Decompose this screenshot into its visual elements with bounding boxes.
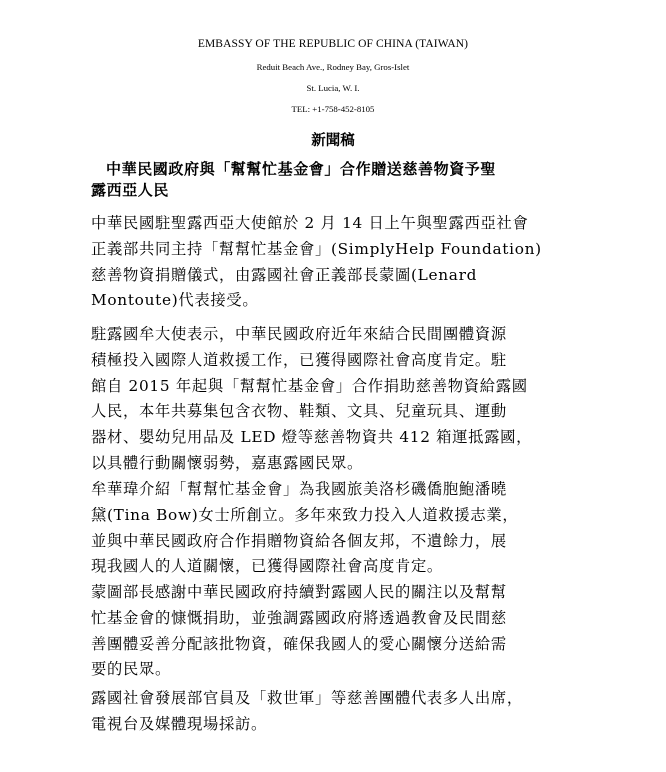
paragraph-line: 牟華瑋介紹「幫幫忙基金會」為我國旅美洛杉磯僑胞鮑潘曉 — [91, 480, 507, 498]
embassy-telephone: TEL: +1-758-452-8105 — [291, 104, 375, 114]
paragraph-line: 忙基金會的慷慨捐助，並強調露國政府將透過教會及民間慈 — [91, 608, 507, 627]
embassy-city: St. Lucia, W. I. — [306, 83, 360, 93]
headline-line: 露西亞人民 — [91, 181, 170, 199]
paragraph-line: 駐露國牟大使表示，中華民國政府近年來結合民間團體資源 — [91, 325, 507, 343]
embassy-name: EMBASSY OF THE REPUBLIC OF CHINA (TAIWAN) — [197, 38, 469, 50]
paragraph-line: 蒙圖部長感謝中華民國政府持續對露國人民的關注以及幫幫 — [91, 583, 507, 601]
paragraph-line: 以具體行動關懷弱勢，嘉惠露國民眾。 — [91, 453, 363, 472]
paragraph-line: 器材、嬰幼兒用品及 LED 燈等慈善物資共 412 箱運抵露國， — [91, 428, 533, 447]
paragraph-line: Montoute)代表接受。 — [91, 291, 259, 310]
paragraph-3 — [91, 477, 591, 580]
headline — [91, 159, 586, 201]
paragraph-line: 電視台及媒體現場採訪。 — [91, 714, 267, 733]
paragraph-line: 館自 2015 年起與「幫幫忙基金會」合作捐助慈善物資給露國 — [91, 376, 528, 395]
paragraph-line: 要的民眾。 — [91, 660, 171, 679]
paragraph-line: 中華民國駐聖露西亞大使館於 2 月 14 日上午與聖露西亞社會 — [91, 214, 529, 232]
headline-line: 中華民國政府與「幫幫忙基金會」合作贈送慈善物資予聖 — [106, 160, 497, 178]
paragraph-1 — [91, 211, 591, 314]
paragraph-line: 黛(Tina Bow)女士所創立。多年來致力投入人道救援志業， — [91, 505, 519, 524]
paragraph-4 — [91, 580, 591, 683]
paragraph-line: 露國社會發展部官員及「救世軍」等慈善團體代表多人出席， — [91, 689, 523, 707]
paragraph-line: 人民，本年共募集包含衣物、鞋類、文具、兒童玩具、運動 — [91, 402, 507, 421]
paragraph-line: 正義部共同主持「幫幫忙基金會」(SimplyHelp Foundation) — [91, 239, 542, 258]
press-release-label: 新聞稿 — [311, 132, 355, 149]
paragraph-line: 積極投入國際人道救援工作，已獲得國際社會高度肯定。駐 — [91, 350, 507, 369]
paragraph-5 — [91, 686, 591, 738]
paragraph-2 — [91, 322, 591, 477]
embassy-address: Reduit Beach Ave., Rodney Bay, Gros-Islet — [256, 62, 410, 72]
paragraph-line: 善團體妥善分配該批物資，確保我國人的愛心關懷分送給需 — [91, 634, 507, 653]
paragraph-line: 慈善物資捐贈儀式，由露國社會正義部長蒙圖(Lenard — [91, 265, 478, 284]
paragraph-line: 現我國人的人道關懷，已獲得國際社會高度肯定。 — [91, 557, 443, 576]
paragraph-line: 並與中華民國政府合作捐贈物資給各個友邦，不遺餘力，展 — [91, 531, 507, 550]
